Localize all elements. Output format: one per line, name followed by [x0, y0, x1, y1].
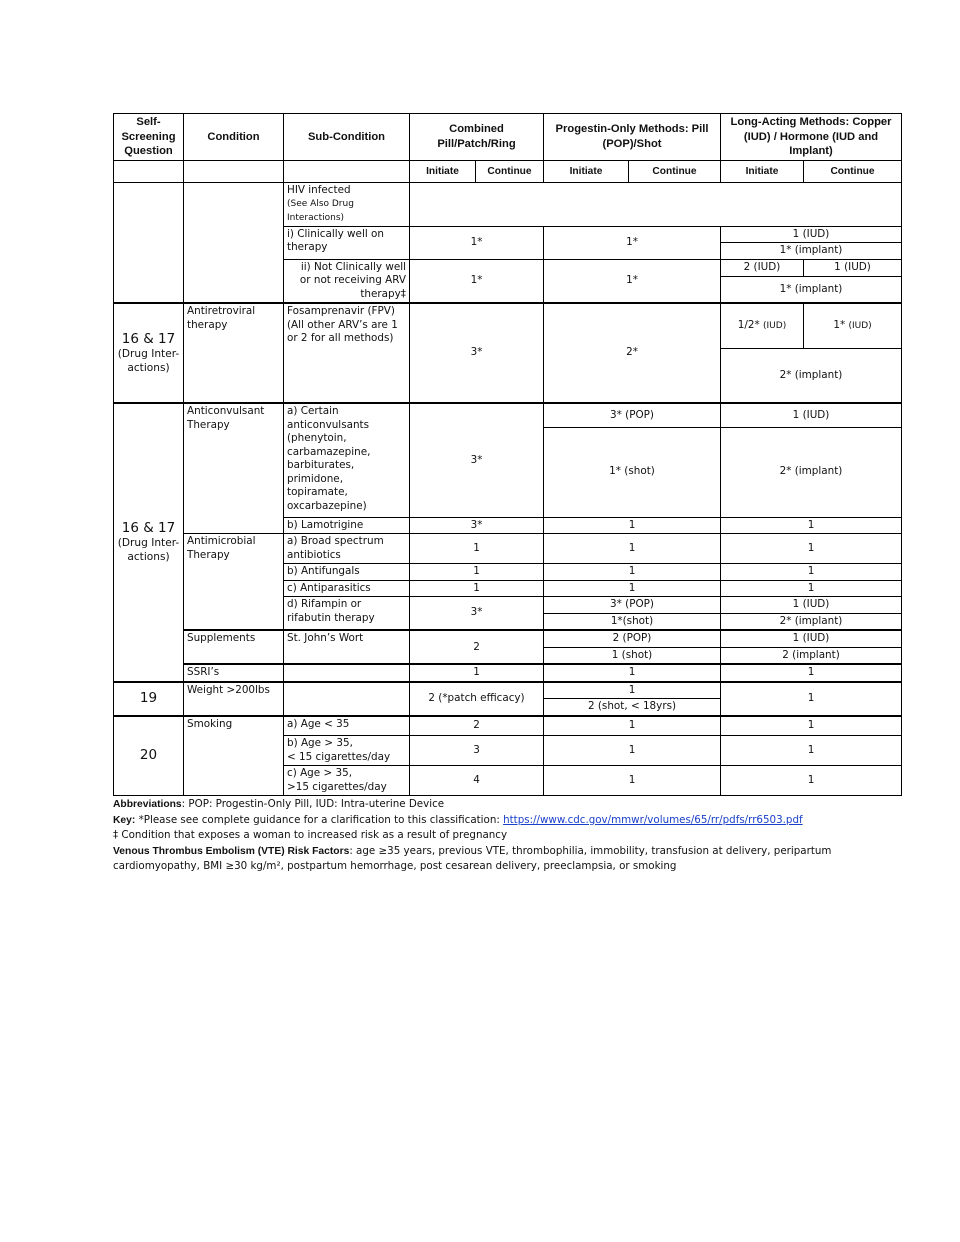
value-cell: 1 — [544, 682, 721, 699]
value-cell: 2* — [544, 303, 721, 403]
sub-line: < 15 cigarettes/day — [287, 750, 391, 763]
value-cell: 2 (POP) — [544, 630, 721, 647]
key-label: Key: — [113, 814, 136, 826]
sub-condition-cell — [284, 664, 410, 682]
header-continue: Continue — [629, 160, 721, 182]
value-cell: 1*(shot) — [544, 613, 721, 630]
value-cell — [721, 303, 804, 348]
condition-cell: Supplements — [184, 630, 284, 664]
iud-tag: (IUD) — [763, 321, 787, 332]
guidance-link[interactable]: https://www.cdc.gov/mmwr/volumes/65/rr/pdfs/rr6503.pdf — [503, 813, 803, 826]
value-cell: 1 — [721, 664, 902, 682]
subheader-row — [114, 160, 902, 182]
value-cell: 2 (*patch efficacy) — [410, 682, 544, 716]
table-row — [114, 403, 902, 427]
sub-condition-cell: Fosamprenavir (FPV) (All other ARV’s are 1 or 2 for all methods) — [284, 303, 410, 403]
condition-cell: SSRI’s — [184, 664, 284, 682]
vte-line — [113, 844, 901, 875]
contraception-eligibility-table — [113, 113, 902, 796]
value-cell: 1 — [721, 580, 902, 597]
question-cell — [114, 303, 184, 403]
condition-cell: Antiretroviral therapy — [184, 303, 284, 403]
vte-label: Venous Thrombus Embolism (VTE) Risk Factors — [113, 845, 350, 857]
value-cell: 1 — [721, 517, 902, 534]
question-cell — [114, 682, 184, 716]
abbreviations-label: Abbreviations — [113, 799, 182, 811]
sub-condition-cell — [284, 766, 410, 796]
value-cell: 2* (implant) — [721, 427, 902, 517]
sub-line: b) Age > 35, — [287, 737, 353, 750]
sub-condition-cell — [284, 182, 410, 226]
value-cell: 1 — [721, 534, 902, 564]
value-cell: 2 — [410, 716, 544, 736]
sub-condition-cell: b) Antifungals — [284, 564, 410, 581]
value-cell: 2* (implant) — [721, 613, 902, 630]
value-cell: 1 — [544, 564, 721, 581]
value-cell: 1 — [544, 716, 721, 736]
header-long-acting: Long-Acting Methods: Copper (IUD) / Hormone (IUD and Implant) — [721, 114, 902, 161]
abbreviations-text: : POP: Progestin-Only Pill, IUD: Intra-uterine Device — [181, 798, 445, 811]
value-cell: 1* — [544, 259, 721, 303]
value-cell: 1 (IUD) — [721, 226, 902, 243]
header-sub-condition: Sub-Condition — [284, 114, 410, 161]
value-cell: 1* (shot) — [544, 427, 721, 517]
value-cell: 3* (POP) — [544, 403, 721, 427]
sub-condition-cell: a) Broad spectrum antibiotics — [284, 534, 410, 564]
dagger-line: ‡ Condition that exposes a woman to increased risk as a result of pregnancy — [113, 829, 508, 842]
abbreviations-line — [113, 797, 901, 813]
value-cell: 1 — [721, 766, 902, 796]
value-cell: 1* (implant) — [721, 243, 902, 260]
value-cell: 1 — [544, 736, 721, 766]
table-row — [114, 182, 902, 226]
condition-cell — [184, 182, 284, 303]
value-cell: 1 — [721, 716, 902, 736]
iud-tag: (IUD) — [848, 321, 872, 332]
value-cell: 3 — [410, 736, 544, 766]
value-cell: 1 — [721, 564, 902, 581]
value-cell: 1* — [410, 226, 544, 259]
header-continue: Continue — [804, 160, 902, 182]
question-label: (Drug Inter-actions) — [117, 537, 180, 564]
sub-condition-cell: b) Lamotrigine — [284, 517, 410, 534]
value-cell: 1 — [544, 580, 721, 597]
key-text: *Please see complete guidance for a clarification to this classification: — [135, 813, 504, 826]
iud-init-value: 1/2* — [737, 319, 760, 332]
question-number: 19 — [139, 690, 158, 707]
condition-cell: Anticonvulsant Therapy — [184, 403, 284, 534]
question-number: 20 — [139, 747, 158, 764]
header-row — [114, 114, 902, 161]
header-progestin: Progestin-Only Methods: Pill (POP)/Shot — [544, 114, 721, 161]
question-cell — [114, 182, 184, 303]
value-cell: 3* — [410, 517, 544, 534]
value-cell: 2* (implant) — [721, 348, 902, 403]
value-cell: 4 — [410, 766, 544, 796]
question-cell — [114, 716, 184, 796]
question-number: 16 & 17 — [121, 519, 176, 536]
condition-cell: Antimicrobial Therapy — [184, 534, 284, 631]
sub-condition-cell: d) Rifampin or rifabutin therapy — [284, 597, 410, 631]
sub-condition-cell: c) Antiparasitics — [284, 580, 410, 597]
value-cell: 1 — [544, 517, 721, 534]
value-cell: 1 — [410, 564, 544, 581]
value-cell: 2 (IUD) — [721, 259, 804, 276]
value-cell: 3* — [410, 597, 544, 631]
hiv-ii-sub: ii) Not Clinically well or not receiving ARV therapy‡ — [299, 260, 406, 300]
key-line — [113, 813, 901, 829]
value-cell: 3* — [410, 303, 544, 403]
table-row — [114, 682, 902, 699]
table-row — [114, 534, 902, 564]
footnotes — [113, 797, 901, 875]
value-cell: 2 (implant) — [721, 647, 902, 664]
header-continue: Continue — [476, 160, 544, 182]
sub-condition-cell — [284, 736, 410, 766]
value-cell: 2 (shot, < 18yrs) — [544, 699, 721, 716]
header-condition: Condition — [184, 114, 284, 161]
sub-condition-cell — [284, 259, 410, 303]
question-number: 16 & 17 — [121, 330, 176, 347]
sub-condition-cell: a) Certain anticonvulsants (phenytoin, carbamazepine, barbiturates, primidone, topiramate, oxcarbazepine) — [284, 403, 410, 517]
page — [113, 113, 901, 875]
value-cell: 1* (implant) — [721, 276, 902, 303]
table-row — [114, 303, 902, 348]
value-cell: 1 — [410, 664, 544, 682]
value-cell: 1 — [544, 664, 721, 682]
iud-cont-value: 1* — [833, 319, 846, 332]
table-row — [114, 716, 902, 736]
value-cell: 1 — [721, 736, 902, 766]
hiv-title: HIV infected — [287, 183, 351, 196]
condition-cell: Weight >200lbs — [184, 682, 284, 716]
blank-cell — [184, 160, 284, 182]
sub-line: c) Age > 35, — [287, 767, 353, 780]
table-row — [114, 630, 902, 647]
value-cell: 1 (IUD) — [721, 403, 902, 427]
value-cell: 3* — [410, 403, 544, 517]
value-cell: 1 (IUD) — [721, 630, 902, 647]
question-cell — [114, 403, 184, 682]
header-initiate: Initiate — [410, 160, 476, 182]
value-cell: 1 (IUD) — [804, 259, 902, 276]
header-self-screening: Self-Screening Question — [114, 114, 184, 161]
table-row — [114, 664, 902, 682]
value-cell: 1* — [544, 226, 721, 259]
value-cell: 2 — [410, 630, 544, 664]
value-cell: 1* — [410, 259, 544, 303]
value-cell: 1 — [721, 682, 902, 716]
question-label: (Drug Inter-actions) — [117, 348, 180, 374]
sub-condition-cell: i) Clinically well on therapy — [284, 226, 410, 259]
value-cell: 1 (IUD) — [721, 597, 902, 614]
header-initiate: Initiate — [721, 160, 804, 182]
hiv-note: (See Also Drug Interactions) — [287, 199, 354, 223]
value-cell: 1 — [544, 534, 721, 564]
condition-cell: Smoking — [184, 716, 284, 796]
sub-condition-cell: a) Age < 35 — [284, 716, 410, 736]
sub-condition-cell — [284, 682, 410, 716]
value-cell — [804, 303, 902, 348]
blank-cell — [410, 182, 902, 226]
header-initiate: Initiate — [544, 160, 629, 182]
header-combined: Combined Pill/Patch/Ring — [410, 114, 544, 161]
value-cell: 3* (POP) — [544, 597, 721, 614]
blank-cell — [284, 160, 410, 182]
blank-cell — [114, 160, 184, 182]
value-cell: 1 — [544, 766, 721, 796]
sub-line: >15 cigarettes/day — [287, 780, 387, 793]
vte-text: : age ≥35 years, previous VTE, thrombophilia, immobility, transfusion at delivery, peripartum cardiomyopathy, BMI ≥30 kg/m², postpartum hemorrhage, post cesarean delivery, preeclampsia, or smoking — [113, 844, 832, 873]
sub-condition-cell: St. John’s Wort — [284, 630, 410, 664]
value-cell: 1 — [410, 580, 544, 597]
value-cell: 1 — [410, 534, 544, 564]
value-cell: 1 (shot) — [544, 647, 721, 664]
